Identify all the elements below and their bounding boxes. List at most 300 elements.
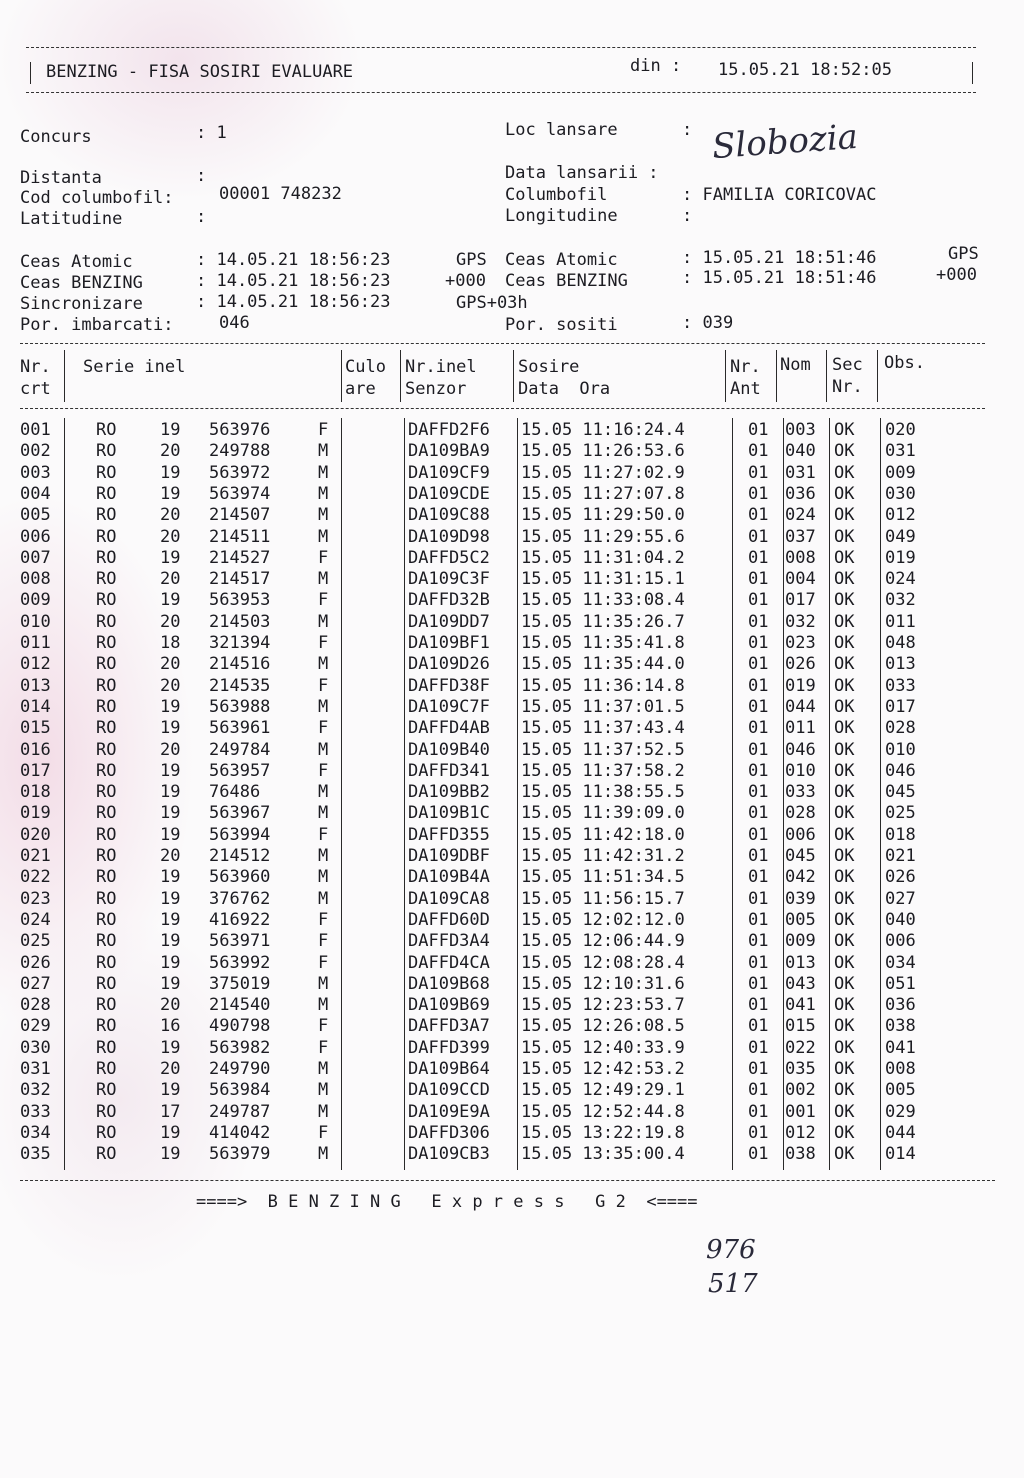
table-row: [0, 889, 1024, 910]
row-sex: F: [318, 1122, 329, 1143]
row-nom: 032: [785, 611, 816, 632]
row-nr: 034: [20, 1122, 51, 1143]
row-obs: 008: [885, 1059, 916, 1079]
row-ant: 01: [748, 654, 769, 675]
row-year: 19: [160, 867, 181, 888]
row-ant: 01: [748, 973, 769, 994]
latitudine-value: :: [196, 207, 207, 227]
row-ring: 563960: [209, 867, 271, 888]
col-sep-nom-header: [826, 350, 827, 402]
row-sec: OK: [834, 547, 855, 568]
row-sec: OK: [834, 696, 855, 717]
row-year: 20: [160, 654, 181, 675]
header-sosire: Sosire: [518, 357, 580, 377]
row-obs: 021: [885, 846, 916, 866]
row-obs: 033: [885, 675, 916, 696]
row-sensor: DAFFD355: [408, 824, 490, 845]
row-sensor: DA109C3F: [408, 569, 490, 590]
row-sex: F: [318, 824, 329, 845]
table-row: [0, 676, 1024, 697]
row-arrival: 15.05 11:29:55.6: [521, 526, 685, 547]
row-ring: 563957: [209, 760, 271, 781]
row-nom: 035: [785, 1059, 816, 1079]
row-ant: 01: [748, 462, 769, 483]
row-sec: OK: [834, 1101, 855, 1122]
row-nom: 026: [785, 654, 816, 675]
row-year: 20: [160, 441, 181, 462]
row-sec: OK: [834, 1016, 855, 1037]
row-nr: 025: [20, 931, 51, 952]
row-arrival: 15.05 11:27:02.9: [521, 462, 685, 483]
report-date-label: din :: [630, 56, 682, 76]
row-arrival: 15.05 11:31:04.2: [521, 547, 685, 568]
row-sex: M: [318, 654, 329, 675]
table-bottom-rule: [20, 1180, 995, 1181]
row-year: 20: [160, 526, 181, 547]
row-obs: 025: [885, 803, 916, 824]
row-obs: 009: [885, 462, 916, 483]
row-obs: 031: [885, 441, 916, 462]
row-sensor: DAFFD341: [408, 760, 490, 781]
row-ring: 249784: [209, 739, 271, 760]
row-arrival: 15.05 11:35:26.7: [521, 611, 685, 632]
row-arrival: 15.05 13:22:19.8: [521, 1122, 685, 1143]
row-sec: OK: [834, 739, 855, 760]
row-country: RO: [96, 1144, 117, 1165]
table-row: [0, 420, 1024, 441]
row-ring: 321394: [209, 633, 271, 653]
row-arrival: 15.05 12:08:28.4: [521, 952, 685, 973]
row-nr: 012: [20, 654, 51, 675]
row-obs: 046: [885, 760, 916, 781]
row-sensor: DAFFD4AB: [408, 718, 490, 739]
row-nr: 008: [20, 569, 51, 590]
row-nom: 042: [785, 867, 816, 888]
data-lansarii-label: Data lansarii :: [505, 163, 659, 183]
row-nom: 023: [785, 633, 816, 653]
row-sensor: DA109BF1: [408, 633, 490, 653]
row-sensor: DAFFD3A7: [408, 1016, 490, 1037]
sositi-label: Por. sositi: [505, 315, 618, 335]
row-sensor: DA109D98: [408, 526, 490, 547]
row-arrival: 15.05 12:06:44.9: [521, 931, 685, 952]
row-country: RO: [96, 931, 117, 952]
row-sec: OK: [834, 782, 855, 803]
table-row: [0, 867, 1024, 888]
cod-columbofil-value: 00001 748232: [219, 184, 342, 204]
row-nr: 014: [20, 696, 51, 717]
sincronizare-suffix: GPS+03h: [456, 293, 528, 313]
table-row: [0, 463, 1024, 484]
table-row: [0, 548, 1024, 569]
longitudine-value: :: [682, 206, 693, 226]
row-country: RO: [96, 739, 117, 760]
row-sex: M: [318, 569, 329, 590]
row-sec: OK: [834, 1059, 855, 1079]
row-ant: 01: [748, 420, 769, 440]
right-clock-benzing-value: : 15.05.21 18:51:46: [682, 268, 877, 288]
row-year: 19: [160, 1122, 181, 1143]
row-sex: F: [318, 1016, 329, 1037]
row-obs: 041: [885, 1037, 916, 1058]
row-nom: 015: [785, 1016, 816, 1037]
table-row: [0, 718, 1024, 739]
row-nr: 017: [20, 760, 51, 781]
row-ring: 563953: [209, 590, 271, 611]
row-sec: OK: [834, 675, 855, 696]
row-ring: 563984: [209, 1080, 271, 1101]
row-obs: 010: [885, 739, 916, 760]
row-ring: 375019: [209, 973, 271, 994]
row-country: RO: [96, 1016, 117, 1037]
row-nr: 024: [20, 909, 51, 930]
row-sec: OK: [834, 611, 855, 632]
row-year: 19: [160, 824, 181, 845]
right-clock-benzing-suffix: +000: [936, 265, 977, 285]
row-sec: OK: [834, 973, 855, 994]
row-arrival: 15.05 11:33:08.4: [521, 590, 685, 611]
table-row: [0, 1059, 1024, 1080]
header-nr: Nr.: [20, 357, 51, 377]
row-ring: 214535: [209, 675, 271, 696]
row-sec: OK: [834, 1037, 855, 1058]
row-arrival: 15.05 11:37:52.5: [521, 739, 685, 760]
row-country: RO: [96, 973, 117, 994]
row-ant: 01: [748, 590, 769, 611]
row-sex: M: [318, 1101, 329, 1122]
row-nr: 021: [20, 846, 51, 866]
row-sensor: DAFFD32B: [408, 590, 490, 611]
row-sensor: DA109C7F: [408, 696, 490, 717]
row-sec: OK: [834, 824, 855, 845]
row-country: RO: [96, 718, 117, 739]
row-ring: 414042: [209, 1122, 271, 1143]
row-nr: 019: [20, 803, 51, 824]
row-ant: 01: [748, 824, 769, 845]
table-row: [0, 527, 1024, 548]
row-sex: M: [318, 867, 329, 888]
row-year: 19: [160, 760, 181, 781]
row-sensor: DAFFD38F: [408, 675, 490, 696]
row-ring: 563967: [209, 803, 271, 824]
col-sep-inel-header: [513, 350, 514, 402]
distanta-value: :: [196, 166, 207, 186]
col-sep-sosire-header: [725, 350, 726, 402]
row-ant: 01: [748, 803, 769, 824]
table-row: [0, 740, 1024, 761]
row-country: RO: [96, 654, 117, 675]
row-ant: 01: [748, 1101, 769, 1122]
row-sex: M: [318, 505, 329, 526]
row-obs: 024: [885, 569, 916, 590]
col-sep-serie-header: [341, 350, 342, 402]
row-ant: 01: [748, 611, 769, 632]
row-ant: 01: [748, 1037, 769, 1058]
row-obs: 032: [885, 590, 916, 611]
row-nr: 028: [20, 995, 51, 1016]
row-ant: 01: [748, 675, 769, 696]
col-sep-culo-header: [400, 350, 401, 402]
footer-brand: ====> B E N Z I N G E x p r e s s G 2 <====: [196, 1192, 698, 1212]
row-obs: 044: [885, 1122, 916, 1143]
row-ant: 01: [748, 547, 769, 568]
row-nr: 033: [20, 1101, 51, 1122]
row-country: RO: [96, 760, 117, 781]
row-arrival: 15.05 13:35:00.4: [521, 1144, 685, 1165]
row-obs: 013: [885, 654, 916, 675]
row-ring: 249788: [209, 441, 271, 462]
header-sec-nr: Nr.: [832, 377, 863, 397]
row-year: 19: [160, 547, 181, 568]
header-data-ora: Data Ora: [518, 379, 611, 399]
row-ring: 416922: [209, 909, 271, 930]
row-ant: 01: [748, 867, 769, 888]
table-header-top-rule: [20, 343, 985, 344]
row-ring: 563992: [209, 952, 271, 973]
table-row: [0, 590, 1024, 611]
row-sex: M: [318, 739, 329, 760]
row-ant: 01: [748, 696, 769, 717]
table-row: [0, 484, 1024, 505]
row-sensor: DA109BA9: [408, 441, 490, 462]
row-country: RO: [96, 888, 117, 909]
row-nr: 010: [20, 611, 51, 632]
loc-lansare-handwritten: Slobozia: [710, 116, 860, 168]
row-ring: 249787: [209, 1101, 271, 1122]
row-sensor: DAFFD60D: [408, 909, 490, 930]
row-nom: 008: [785, 547, 816, 568]
table-row: [0, 1038, 1024, 1059]
row-sex: F: [318, 718, 329, 739]
table-header-bottom-rule: [20, 408, 985, 409]
row-sex: F: [318, 675, 329, 696]
col-sep-nr-header: [64, 350, 65, 402]
row-ant: 01: [748, 909, 769, 930]
row-arrival: 15.05 11:38:55.5: [521, 782, 685, 803]
row-ant: 01: [748, 1144, 769, 1165]
row-obs: 012: [885, 505, 916, 526]
row-arrival: 15.05 11:51:34.5: [521, 867, 685, 888]
header-bottom-border: [26, 92, 976, 93]
row-nom: 040: [785, 441, 816, 462]
row-arrival: 15.05 12:40:33.9: [521, 1037, 685, 1058]
row-nr: 030: [20, 1037, 51, 1058]
right-clock-atomic-value: : 15.05.21 18:51:46: [682, 248, 877, 268]
row-nom: 004: [785, 569, 816, 590]
row-sensor: DA109CF9: [408, 462, 490, 483]
row-sensor: DAFFD306: [408, 1122, 490, 1143]
row-country: RO: [96, 1101, 117, 1122]
row-arrival: 15.05 12:10:31.6: [521, 973, 685, 994]
row-sec: OK: [834, 952, 855, 973]
row-sec: OK: [834, 590, 855, 611]
row-year: 20: [160, 611, 181, 632]
row-nom: 043: [785, 973, 816, 994]
row-ant: 01: [748, 739, 769, 760]
report-title: BENZING - FISA SOSIRI EVALUARE: [46, 62, 354, 82]
header-sec: Sec: [832, 355, 863, 375]
row-sex: F: [318, 547, 329, 568]
row-year: 19: [160, 1144, 181, 1165]
row-ant: 01: [748, 1016, 769, 1037]
row-year: 17: [160, 1101, 181, 1122]
longitudine-label: Longitudine: [505, 206, 618, 226]
loc-lansare-colon: :: [682, 120, 693, 140]
row-year: 16: [160, 1016, 181, 1037]
columbofil-label: Columbofil: [505, 185, 608, 205]
row-sensor: DA109BB2: [408, 782, 490, 803]
right-clock-atomic-suffix: GPS: [948, 244, 979, 264]
row-nom: 044: [785, 696, 816, 717]
row-ring: 214511: [209, 526, 271, 547]
row-sensor: DA109CA8: [408, 888, 490, 909]
header-nr-inel: Nr.inel: [405, 357, 477, 377]
row-sensor: DA109CCD: [408, 1080, 490, 1101]
row-year: 19: [160, 718, 181, 739]
row-sex: M: [318, 782, 329, 803]
row-sensor: DAFFD2F6: [408, 420, 490, 440]
row-sex: M: [318, 696, 329, 717]
header-nom: Nom: [780, 355, 811, 375]
row-ant: 01: [748, 782, 769, 803]
row-year: 20: [160, 569, 181, 590]
row-ring: 563976: [209, 420, 271, 440]
row-ring: 376762: [209, 888, 271, 909]
row-ring: 563974: [209, 483, 271, 504]
row-sex: M: [318, 483, 329, 504]
row-ring: 214517: [209, 569, 271, 590]
row-ring: 214512: [209, 846, 271, 866]
row-obs: 038: [885, 1016, 916, 1037]
left-clock-benzing-value: : 14.05.21 18:56:23: [196, 271, 391, 291]
table-row: [0, 803, 1024, 824]
row-ring: 490798: [209, 1016, 271, 1037]
imbarcati-value: 046: [219, 313, 250, 333]
row-sensor: DAFFD4CA: [408, 952, 490, 973]
header-nr-ant: Nr.: [730, 357, 761, 377]
left-clock-atomic-label: Ceas Atomic: [20, 252, 133, 272]
row-obs: 036: [885, 995, 916, 1016]
row-sec: OK: [834, 441, 855, 462]
row-ring: 76486: [209, 782, 261, 803]
row-year: 20: [160, 995, 181, 1016]
table-row: [0, 1123, 1024, 1144]
row-country: RO: [96, 590, 117, 611]
row-obs: 006: [885, 931, 916, 952]
row-sec: OK: [834, 654, 855, 675]
row-nom: 012: [785, 1122, 816, 1143]
row-arrival: 15.05 11:39:09.0: [521, 803, 685, 824]
row-sex: F: [318, 931, 329, 952]
row-ring: 214540: [209, 995, 271, 1016]
row-sec: OK: [834, 1122, 855, 1143]
row-arrival: 15.05 11:37:01.5: [521, 696, 685, 717]
row-nr: 015: [20, 718, 51, 739]
row-ring: 563961: [209, 718, 271, 739]
row-sensor: DA109CDE: [408, 483, 490, 504]
row-sex: M: [318, 1144, 329, 1165]
row-ant: 01: [748, 526, 769, 547]
row-nom: 038: [785, 1144, 816, 1165]
concurs-label: Concurs: [20, 127, 92, 147]
row-sex: M: [318, 526, 329, 547]
row-country: RO: [96, 803, 117, 824]
row-nr: 007: [20, 547, 51, 568]
right-clock-benzing-label: Ceas BENZING: [505, 271, 628, 291]
row-ant: 01: [748, 718, 769, 739]
row-nom: 019: [785, 675, 816, 696]
row-nom: 001: [785, 1101, 816, 1122]
row-ring: 563971: [209, 931, 271, 952]
row-country: RO: [96, 420, 117, 440]
row-sex: M: [318, 973, 329, 994]
row-ring: 563994: [209, 824, 271, 845]
row-ant: 01: [748, 1122, 769, 1143]
concurs-value: : 1: [196, 123, 227, 143]
row-ant: 01: [748, 1080, 769, 1101]
table-row: [0, 953, 1024, 974]
row-year: 19: [160, 1037, 181, 1058]
row-obs: 045: [885, 782, 916, 803]
row-ant: 01: [748, 995, 769, 1016]
table-row: [0, 633, 1024, 654]
row-country: RO: [96, 441, 117, 462]
row-nr: 029: [20, 1016, 51, 1037]
row-arrival: 15.05 11:29:50.0: [521, 505, 685, 526]
sincronizare-label: Sincronizare: [20, 294, 143, 314]
row-sensor: DAFFD399: [408, 1037, 490, 1058]
row-obs: 028: [885, 718, 916, 739]
row-nr: 032: [20, 1080, 51, 1101]
row-year: 19: [160, 973, 181, 994]
row-arrival: 15.05 11:31:15.1: [521, 569, 685, 590]
row-nr: 031: [20, 1059, 51, 1079]
row-obs: 011: [885, 611, 916, 632]
row-country: RO: [96, 782, 117, 803]
row-ant: 01: [748, 483, 769, 504]
row-country: RO: [96, 1059, 117, 1079]
row-nr: 002: [20, 441, 51, 462]
row-year: 19: [160, 462, 181, 483]
row-nom: 005: [785, 909, 816, 930]
row-arrival: 15.05 12:52:44.8: [521, 1101, 685, 1122]
row-arrival: 15.05 12:42:53.2: [521, 1059, 685, 1079]
row-nom: 045: [785, 846, 816, 866]
row-ring: 214503: [209, 611, 271, 632]
row-year: 19: [160, 931, 181, 952]
row-sec: OK: [834, 526, 855, 547]
row-arrival: 15.05 12:49:29.1: [521, 1080, 685, 1101]
row-arrival: 15.05 12:23:53.7: [521, 995, 685, 1016]
row-arrival: 15.05 12:26:08.5: [521, 1016, 685, 1037]
row-nr: 018: [20, 782, 51, 803]
row-sex: F: [318, 909, 329, 930]
row-sensor: DA109DD7: [408, 611, 490, 632]
row-nr: 011: [20, 633, 51, 653]
row-country: RO: [96, 1080, 117, 1101]
row-sec: OK: [834, 462, 855, 483]
row-sex: F: [318, 952, 329, 973]
row-sec: OK: [834, 569, 855, 590]
row-arrival: 15.05 12:02:12.0: [521, 909, 685, 930]
row-sec: OK: [834, 803, 855, 824]
row-year: 19: [160, 782, 181, 803]
row-ant: 01: [748, 441, 769, 462]
table-row: [0, 1144, 1024, 1165]
row-obs: 029: [885, 1101, 916, 1122]
row-country: RO: [96, 696, 117, 717]
row-sensor: DA109DBF: [408, 846, 490, 866]
